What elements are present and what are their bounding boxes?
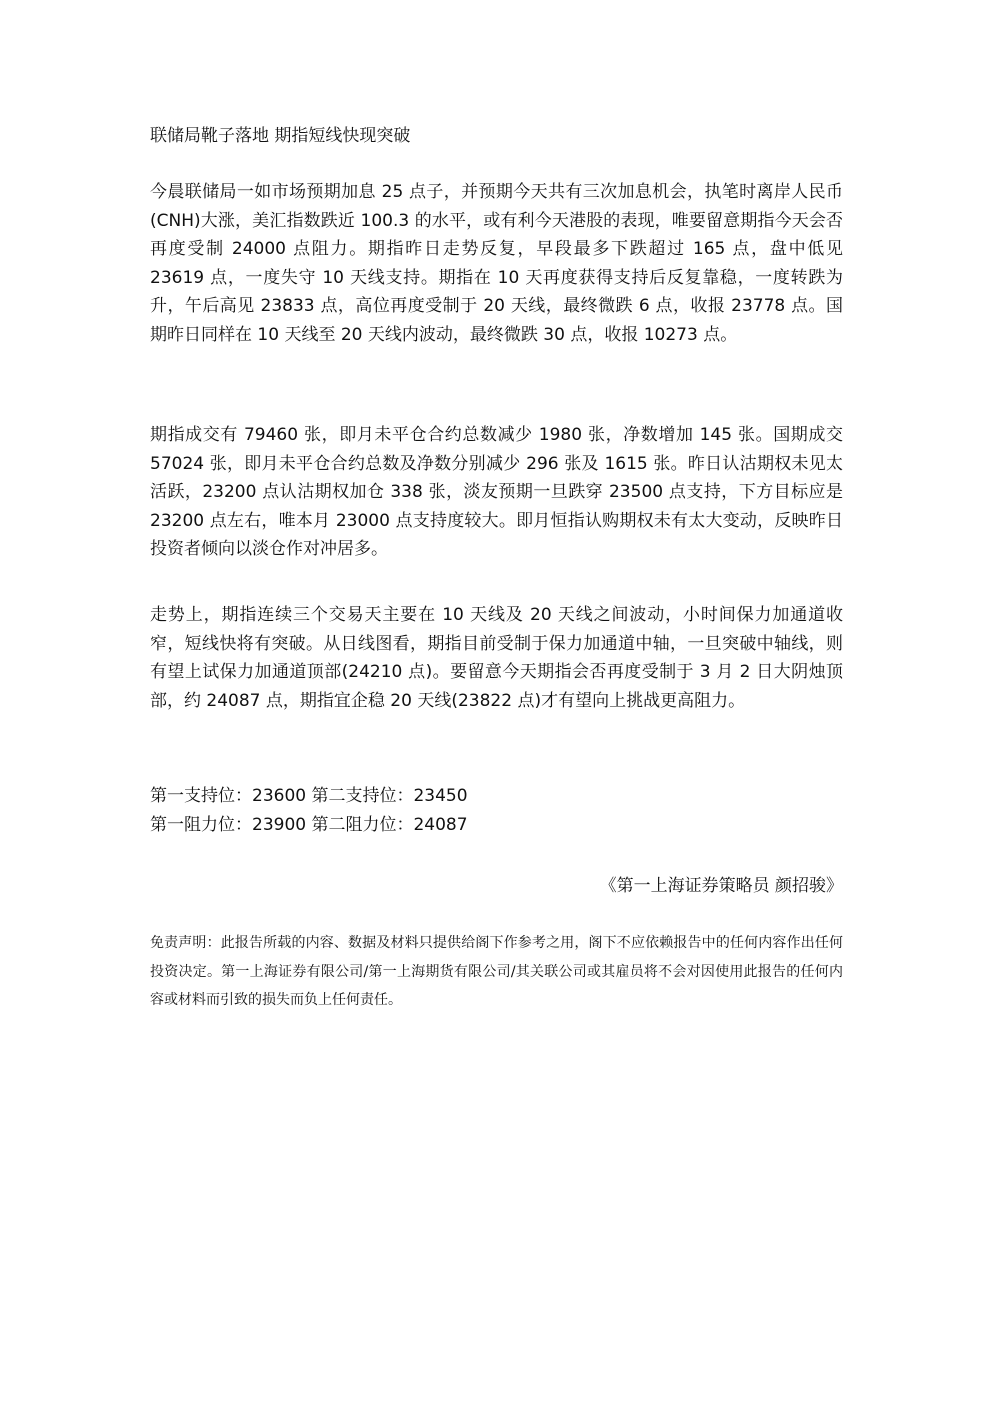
disclaimer: 免责声明：此报告所载的内容、数据及材料只提供给阁下作参考之用，阁下不应依赖报告中的任何内容作出任何投资决定。第一上海证券有限公司/第一上海期货有限公司/其关联公司或其雇员将不会对因使用此报告的任何内容或材料而引致的损失而负上任何责任。 [150,935,843,1008]
key-levels [150,782,468,840]
paragraph-technical-outlook: 走势上，期指连续三个交易天主要在 10 天线及 20 天线之间波动，小时间保力加通道收窄，短线快将有突破。从日线图看，期指目前受制于保力加通道中轴，一旦突破中轴线，则有望上试保力加通道顶部(24210 点)。要留意今天期指会否再度受制于 3 月 2 日大阴烛顶部，约 24087 点，期指宜企稳 20 天线(23822 点)才有望向上挑战更高阻力。 [150,605,843,711]
resistance-levels: 第一阻力位：23900 第二阻力位：24087 [150,815,468,835]
author-signature: 《第一上海证券策略员 颜招骏》 [599,876,843,896]
paragraph-volume-options: 期指成交有 79460 张，即月未平仓合约总数减少 1980 张，净数增加 145 张。国期成交 57024 张，即月未平仓合约总数及净数分别减少 296 张及 1615 张。昨日认沽期权未见太活跃，23200 点认沽期权加仓 338 张，淡友预期一旦跌穿 23500 点支持，下方目标应是 23200 点左右，唯本月 23000 点支持度较大。即月恒指认购期权未有太大变动，反映昨日投资者倾向以淡仓作对冲居多。 [150,425,843,560]
paragraph-market-overview: 今晨联储局一如市场预期加息 25 点子，并预期今天共有三次加息机会，执笔时离岸人民币(CNH)大涨，美汇指数跌近 100.3 的水平，或有利今天港股的表现，唯要留意期指今天会否再度受制 24000 点阻力。期指昨日走势反复，早段最多下跌超过 165 点，盘中低见 23619 点，一度失守 10 天线支持。期指在 10 天再度获得支持后反复靠稳，一度转跌为升，午后高见 23833 点，高位再度受制于 20 天线，最终微跌 6 点，收报 23778 点。国期昨日同样在 10 天线至 20 天线内波动，最终微跌 30 点，收报 10273 点。 [150,182,843,345]
article-title: 联储局靴子落地 期指短线快现突破 [150,126,411,146]
support-levels: 第一支持位：23600 第二支持位：23450 [150,786,468,806]
